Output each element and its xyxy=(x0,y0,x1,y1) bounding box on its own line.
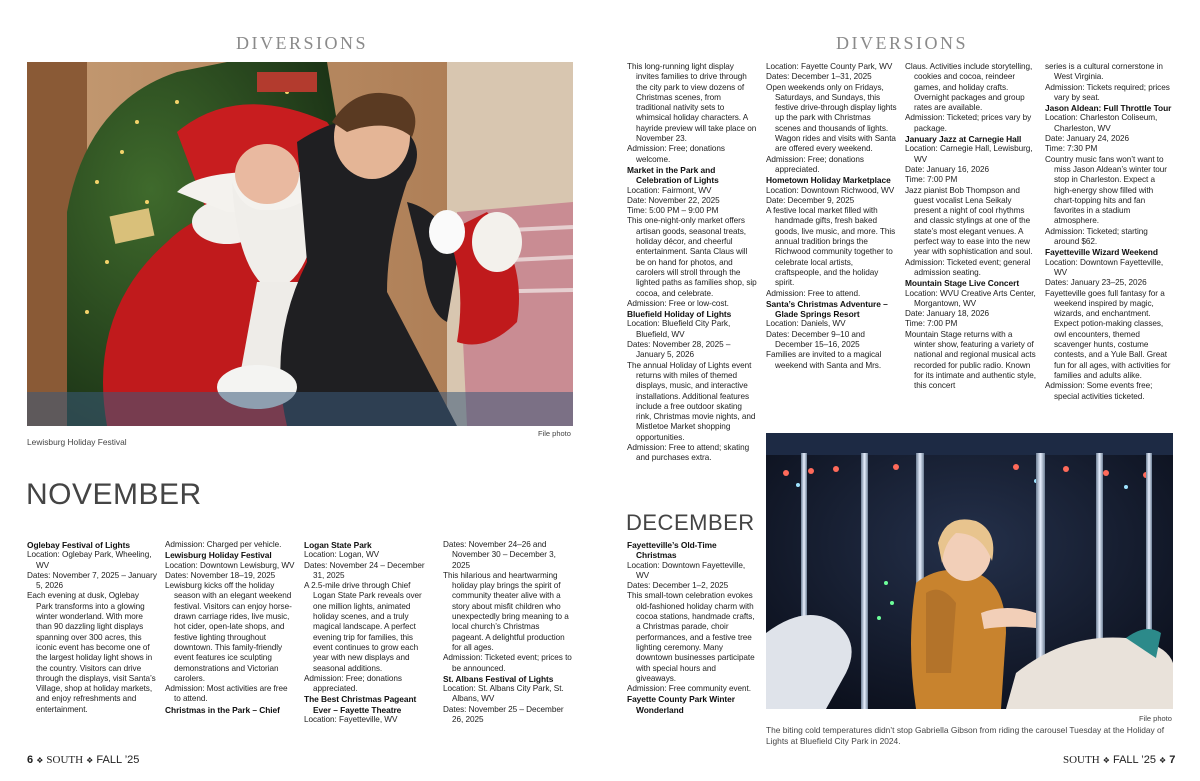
event-title: Santa’s Christmas Adventure – Glade Springs Resort xyxy=(766,298,888,320)
event-title: The Best Christmas Pageant Ever – Fayette Theatre xyxy=(304,694,417,715)
event-title: Jason Aldean: Full Throttle Tour xyxy=(1045,103,1172,114)
event-text: Mountain Stage returns with a winter show, featuring a variety of national and regional musical acts recorded for public radio. Known for its intimate and authentic style, this concert xyxy=(905,329,1036,391)
event-text: Location: Charleston Coliseum, Charleston, WV xyxy=(1045,113,1158,133)
footer-issue-left: FALL ’25 xyxy=(96,754,140,766)
event-text: Open weekends only on Fridays, Saturdays, and Sundays, this festive drive-through display lights up the park with Christmas scenes and thousands of lights. Wagon rides and visits with Santa are offered every weekend. xyxy=(766,82,897,154)
event-text: Lewisburg kicks off the holiday season with an elegant weekend festival. Visitors can enjoy horse-drawn carriage rides, live music, hot cider, open-late shops, and festive lighting throughout downtown. This family-friendly event features ice sculpting demonstrations and Victorian carolers. xyxy=(165,581,292,683)
event-text: Jazz pianist Bob Thompson and guest vocalist Lena Seikaly present a night of cool rhythms and classic stylings at one of the state’s most elegant venues. A perfect way to ease into the new year with sophistication and soul. xyxy=(905,185,1033,257)
month-heading-december: DECEMBER xyxy=(626,510,755,535)
footer-separator: ❖ xyxy=(86,756,94,765)
event-text: Admission: Free to attend. xyxy=(766,288,861,298)
photo-caption-right: The biting cold temperatures didn’t stop Gabriella Gibson from riding the carousel Tuesday at the Holiday of Lights at Bluefield City Park in 2024. xyxy=(766,725,1165,746)
column-6 xyxy=(766,62,897,428)
event-text: This one-night-only market offers artisan goods, seasonal treats, holiday décor, and cheerful entertainment. Santa Claus will be on hand for photos, and carolers will stroll through the lighted paths as families shop, sip cocoa, and celebrate. xyxy=(627,216,757,298)
event-text: Location: Downtown Fayetteville, WV xyxy=(627,560,746,580)
event-text: Dates: November 25 – December 26, 2025 xyxy=(443,704,564,725)
footer-left xyxy=(27,754,139,766)
carousel-photo xyxy=(766,433,1173,709)
event-text: Date: January 16, 2026 xyxy=(905,164,990,174)
event-text: Time: 7:00 PM xyxy=(905,175,958,185)
event-text: Date: December 9, 2025 xyxy=(766,195,855,205)
column-5 xyxy=(627,62,758,506)
event-text: Admission: Free; donations welcome. xyxy=(627,144,725,164)
photo-credit-right: File photo xyxy=(1139,714,1172,723)
event-text: Location: Downtown Richwood, WV xyxy=(766,185,895,195)
event-text: Admission: Ticketed event; prices to be announced. xyxy=(443,653,572,673)
event-title: Lewisburg Holiday Festival xyxy=(165,550,272,561)
event-title: Bluefield Holiday of Lights xyxy=(627,309,732,320)
event-text: Country music fans won’t want to miss Jason Aldean’s winter tour stop in Charleston. Expect a high-energy show filled with chart-topping hits and fan favorites in a stadium atmosphere. xyxy=(1045,154,1167,226)
event-title: Market in the Park and Celebration of Lights xyxy=(627,164,719,186)
footer-issue-right: FALL ’25 xyxy=(1112,754,1156,766)
column-8 xyxy=(1045,62,1175,428)
event-text: Dates: December 1–31, 2025 xyxy=(766,72,872,82)
event-text: Location: Downtown Fayetteville, WV xyxy=(1045,257,1164,277)
column-5b xyxy=(627,540,758,740)
event-text: Admission: Ticketed event; general admission seating. xyxy=(905,257,1031,277)
event-text: Families are invited to a magical weekend with Santa and Mrs. xyxy=(766,350,882,370)
event-text: Dates: November 24 – December 31, 2025 xyxy=(304,560,425,580)
event-text: Location: Oglebay Park, Wheeling, WV xyxy=(27,550,152,570)
event-text: series is a cultural cornerstone in West Virginia. xyxy=(1045,62,1163,82)
event-text: This hilarious and heartwarming holiday play brings the spirit of community theater alive with a story about misfit children who unexpectedly bring meaning to a local church’s Christmas pageant. A delightful production for all ages. xyxy=(443,570,569,652)
column-2 xyxy=(165,540,295,740)
event-title: Fayetteville’s Old-Time Christmas xyxy=(627,540,717,561)
month-heading-november: NOVEMBER xyxy=(26,478,202,511)
event-title: Fayette County Park Winter Wonderland xyxy=(627,694,735,715)
event-title: January Jazz at Carnegie Hall xyxy=(905,134,1022,145)
event-text: Location: Logan, WV xyxy=(304,550,380,560)
event-text: Admission: Most activities are free to attend. xyxy=(165,684,288,704)
event-text: Admission: Charged per vehicle. xyxy=(165,540,282,549)
event-text: Admission: Tickets required; prices vary by seat. xyxy=(1045,82,1170,102)
event-text: Admission: Ticketed; starting around $62. xyxy=(1045,226,1148,247)
event-text: Location: St. Albans City Park, St. Albans, WV xyxy=(443,684,564,704)
event-text: Time: 7:00 PM xyxy=(905,319,958,329)
footer-right xyxy=(1063,754,1175,766)
event-text: Dates: December 9–10 and December 15–16, 2025 xyxy=(766,329,865,350)
masthead-right: DIVERSIONS xyxy=(836,33,969,53)
event-text: Admission: Free community event. xyxy=(627,684,751,694)
santa-photo-illustration xyxy=(27,62,573,426)
event-text: Date: January 18, 2026 xyxy=(905,309,990,319)
photo-credit-left: File photo xyxy=(538,429,571,438)
footer-magazine-left: SOUTH xyxy=(46,754,84,766)
footer-separator: ❖ xyxy=(1159,756,1167,765)
event-text: Dates: December 1–2, 2025 xyxy=(627,581,729,591)
event-title: Hometown Holiday Marketplace xyxy=(766,175,891,186)
photo-caption-left: Lewisburg Holiday Festival xyxy=(27,437,127,447)
footer-magazine-right: SOUTH xyxy=(1063,754,1100,766)
event-text: Dates: November 18–19, 2025 xyxy=(165,570,276,580)
event-text: Dates: November 7, 2025 – January 5, 2026 xyxy=(27,570,157,591)
footer-separator: ❖ xyxy=(1102,756,1110,765)
event-text: Location: WVU Creative Arts Center, Morgantown, WV xyxy=(905,288,1036,308)
event-title: St. Albans Festival of Lights xyxy=(443,673,554,684)
event-text: Dates: November 28, 2025 – January 5, 2026 xyxy=(627,340,731,360)
event-text: Fayetteville goes full fantasy for a weekend inspired by magic, wizards, and enchantment. Expect potion-making classes, owl encounters, themed scavenger hunts, costume contests, and a Yule Ball. Great fun for all ages, with activities for families and adults alike. xyxy=(1045,288,1171,380)
event-text: Admission: Free; donations appreciated. xyxy=(304,673,402,694)
event-text: Date: November 22, 2025 xyxy=(627,195,720,205)
column-7 xyxy=(905,62,1036,428)
event-text: A 2.5-mile drive through Chief Logan State Park reveals over one million lights, animated holiday scenes, and a truly magical landscape. A perfect evening trip for families, this event continues to grow each year with new displays and seasonal additions. xyxy=(304,581,422,673)
masthead-left: DIVERSIONS xyxy=(236,33,369,53)
event-text: Claus. Activities include storytelling, cookies and cocoa, reindeer games, and holiday crafts. Overnight packages and group rates are available. xyxy=(905,62,1033,113)
event-text: Dates: January 23–25, 2026 xyxy=(1045,278,1147,288)
event-text: Admission: Some events free; special activities ticketed. xyxy=(1045,381,1153,401)
event-title: Logan State Park xyxy=(304,540,372,550)
event-text: Admission: Free to attend; skating and purchases extra. xyxy=(627,442,750,463)
event-title: Oglebay Festival of Lights xyxy=(27,540,130,550)
event-text: Location: Downtown Lewisburg, WV xyxy=(165,560,295,570)
event-text: This small-town celebration evokes old-fashioned holiday charm with cocoa stations, handmade crafts, a Christmas parade, choir performances, and a festive tree lighting ceremony. Many downtown businesses participate with special hours and giveaways. xyxy=(627,591,755,683)
event-text: The annual Holiday of Lights event returns with miles of themed displays, music, and interactive installations. Additional features include a free outdoor skating rink, Christmas movie nights, and Mistletoe Market shopping opportunities. xyxy=(627,360,756,442)
column-3 xyxy=(304,540,434,740)
event-text: A festive local market filled with handmade gifts, fresh baked goods, live music, and more. This annual tradition brings the Richwood community together to celebrate local artists, craftspeople, and the holiday spirit. xyxy=(766,206,896,288)
column-1 xyxy=(27,540,157,740)
column-4 xyxy=(443,540,573,740)
event-text: Admission: Free; donations appreciated. xyxy=(766,154,864,174)
event-text: Admission: Ticketed; prices vary by package. xyxy=(905,113,1032,133)
santa-photo xyxy=(27,62,573,426)
event-title: Fayetteville Wizard Weekend xyxy=(1045,247,1158,258)
event-text: Location: Fayette County Park, WV xyxy=(766,62,893,71)
event-text: Location: Carnegie Hall, Lewisburg, WV xyxy=(905,144,1033,164)
event-text: Date: January 24, 2026 xyxy=(1045,134,1130,144)
event-text: Time: 7:30 PM xyxy=(1045,144,1098,154)
event-text: Location: Daniels, WV xyxy=(766,319,846,329)
event-text: Admission: Free or low-cost. xyxy=(627,298,729,308)
event-title: Mountain Stage Live Concert xyxy=(905,278,1020,289)
event-text: Location: Bluefield City Park, Bluefield, WV xyxy=(627,319,731,339)
event-text: Time: 5:00 PM – 9:00 PM xyxy=(627,206,719,216)
page-number-right: 7 xyxy=(1169,754,1176,766)
event-text: Dates: November 24–26 and November 30 – December 3, 2025 xyxy=(443,540,556,570)
footer-separator: ❖ xyxy=(36,756,44,765)
event-text: Location: Fayetteville, WV xyxy=(304,715,398,725)
page-number-left: 6 xyxy=(27,754,34,766)
event-text: Location: Fairmont, WV xyxy=(627,185,712,195)
carousel-photo-illustration xyxy=(766,433,1173,709)
event-text: Each evening at dusk, Oglebay Park transforms into a glowing winter wonderland. With more than 90 dazzling light displays spanning over 300 acres, this iconic event has become one of the largest holiday light shows in the country. Visitors can drive through the displays, visit Santa’s Village, shop at holiday markets, and enjoy refreshments and entertainment. xyxy=(27,591,156,714)
event-text: This long-running light display invites families to drive through the city park to view dozens of Christmas scenes, from traditional nativity sets to whimsical holiday characters. A hayride preview will take place on November 23. xyxy=(627,62,757,144)
event-title: Christmas in the Park – Chief xyxy=(165,704,280,715)
